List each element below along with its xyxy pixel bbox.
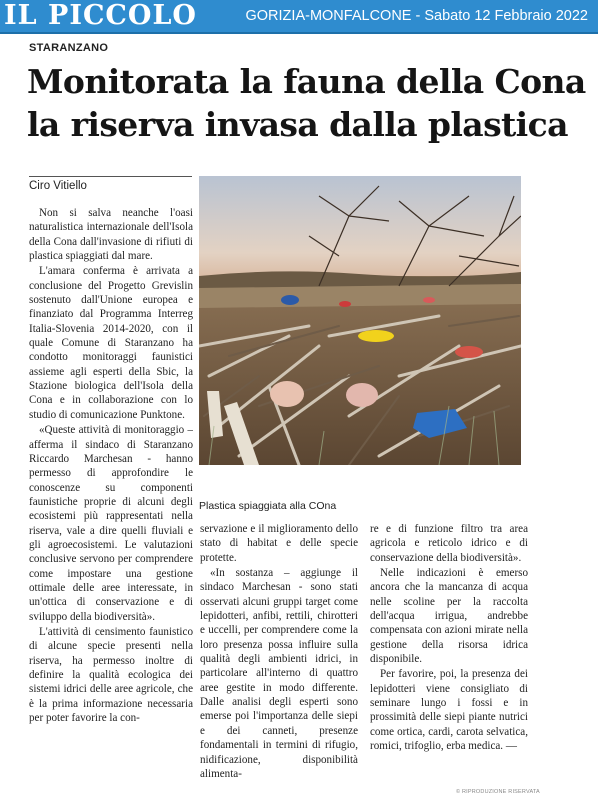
wetland-plastic-photo (199, 176, 521, 465)
byline: Ciro Vitiello (29, 180, 87, 192)
paragraph: «Queste attività di monitoraggio – afferma il sindaco di Staranzano Riccardo Marchesan - hanno permesso di approfondire le conoscenze su componenti faunistiche proprie di alcuni degli ecosistemi più rappresentati nella riserva, vale a dire quelli fluviali e gli agroecosistemi. Le valutazioni conclusive servono per comprendere come impostare una gestione ottimale delle aree interessate, in un'ottica di conservazione e di sviluppo della biodiversità». (29, 424, 193, 623)
copyright-notice: © RIPRODUZIONE RISERVATA (456, 789, 540, 795)
paragraph: L'amara conferma è arrivata a conclusione del Progetto Grevislin sostenuto dall'Unione europea e finanziato dal Programma Interreg Italia-Slovenia 2014-2020, con il quale Comune di Staranzano ha condotto monitoraggi faunistici assieme agli esperti della Sbic, la Stazione biologica dell'Isola della Cona e in collaborazione con lo studio di comunicazione Punktone. (29, 265, 193, 421)
paragraph: L'attività di censimento faunistico di alcune specie presenti nella riserva, ha permesso inoltre di definire la qualità ecologica dei sistemi idrici delle aree agricole, che è la prima informazione necessaria per poter favorire la con- (29, 625, 193, 725)
text-column-3 (370, 522, 528, 784)
photo-caption: Plastica spiaggiata alla COna (199, 500, 337, 512)
paragraph: Nelle indicazioni è emerso ancora che la mancanza di acqua nelle scoline per la raccolta dell'acqua irrigua, andrebbe compensata con azioni mirate nella gestione della risorsa idrica disponibile. (370, 567, 528, 666)
section-kicker: STARANZANO (29, 42, 109, 54)
text-column-1 (29, 206, 193, 796)
headline-line-2: la riserva invasa dalla plastica (27, 105, 568, 144)
edition-dateline: GORIZIA-MONFALCONE - Sabato 12 Febbraio 2022 (245, 8, 588, 24)
paragraph: «In sostanza – aggiunge il sindaco Marchesan - sono stati osservati alcuni gruppi target come lepidotteri, anfibi, rettili, chirotteri e uccelli, per comprendere come la loro presenza possa influire sulla qualità degli ambienti idrici, in particolare all'interno di quattro aree gestite in modo differente. Dalle analisi degli esperti sono emerse poi l'importanza delle siepi e dei canneti, presenze fondamentali in termini di rifugio, nidificazione, disponibilità alimenta- (200, 567, 358, 780)
headline (27, 60, 587, 146)
masthead (0, 0, 598, 34)
paragraph: servazione e il miglioramento dello stato di habitat e delle specie protette. (200, 523, 358, 564)
article-photo (199, 176, 521, 465)
paragraph: re e di funzione filtro tra area agricola e reticolo idrico e di conservazione della biodiversità». (370, 523, 528, 564)
newspaper-logo: IL PICCOLO (4, 0, 197, 31)
headline-line-1: Monitorata la fauna della Cona (27, 62, 586, 101)
paragraph: Non si salva neanche l'oasi naturalistica internazionale dell'Isola della Cona dall'invasione di rifiuti di plastica spiaggiati dal mare. (29, 207, 193, 263)
paragraph: Per favorire, poi, la presenza dei lepidotteri viene consigliato di seminare lungo i fossi e in prossimità delle siepi piante nutrici come ortica, cardi, carota selvatica, romici, trifoglio, erba medica. — (370, 668, 528, 753)
text-column-2 (200, 522, 358, 794)
byline-rule (29, 176, 192, 177)
